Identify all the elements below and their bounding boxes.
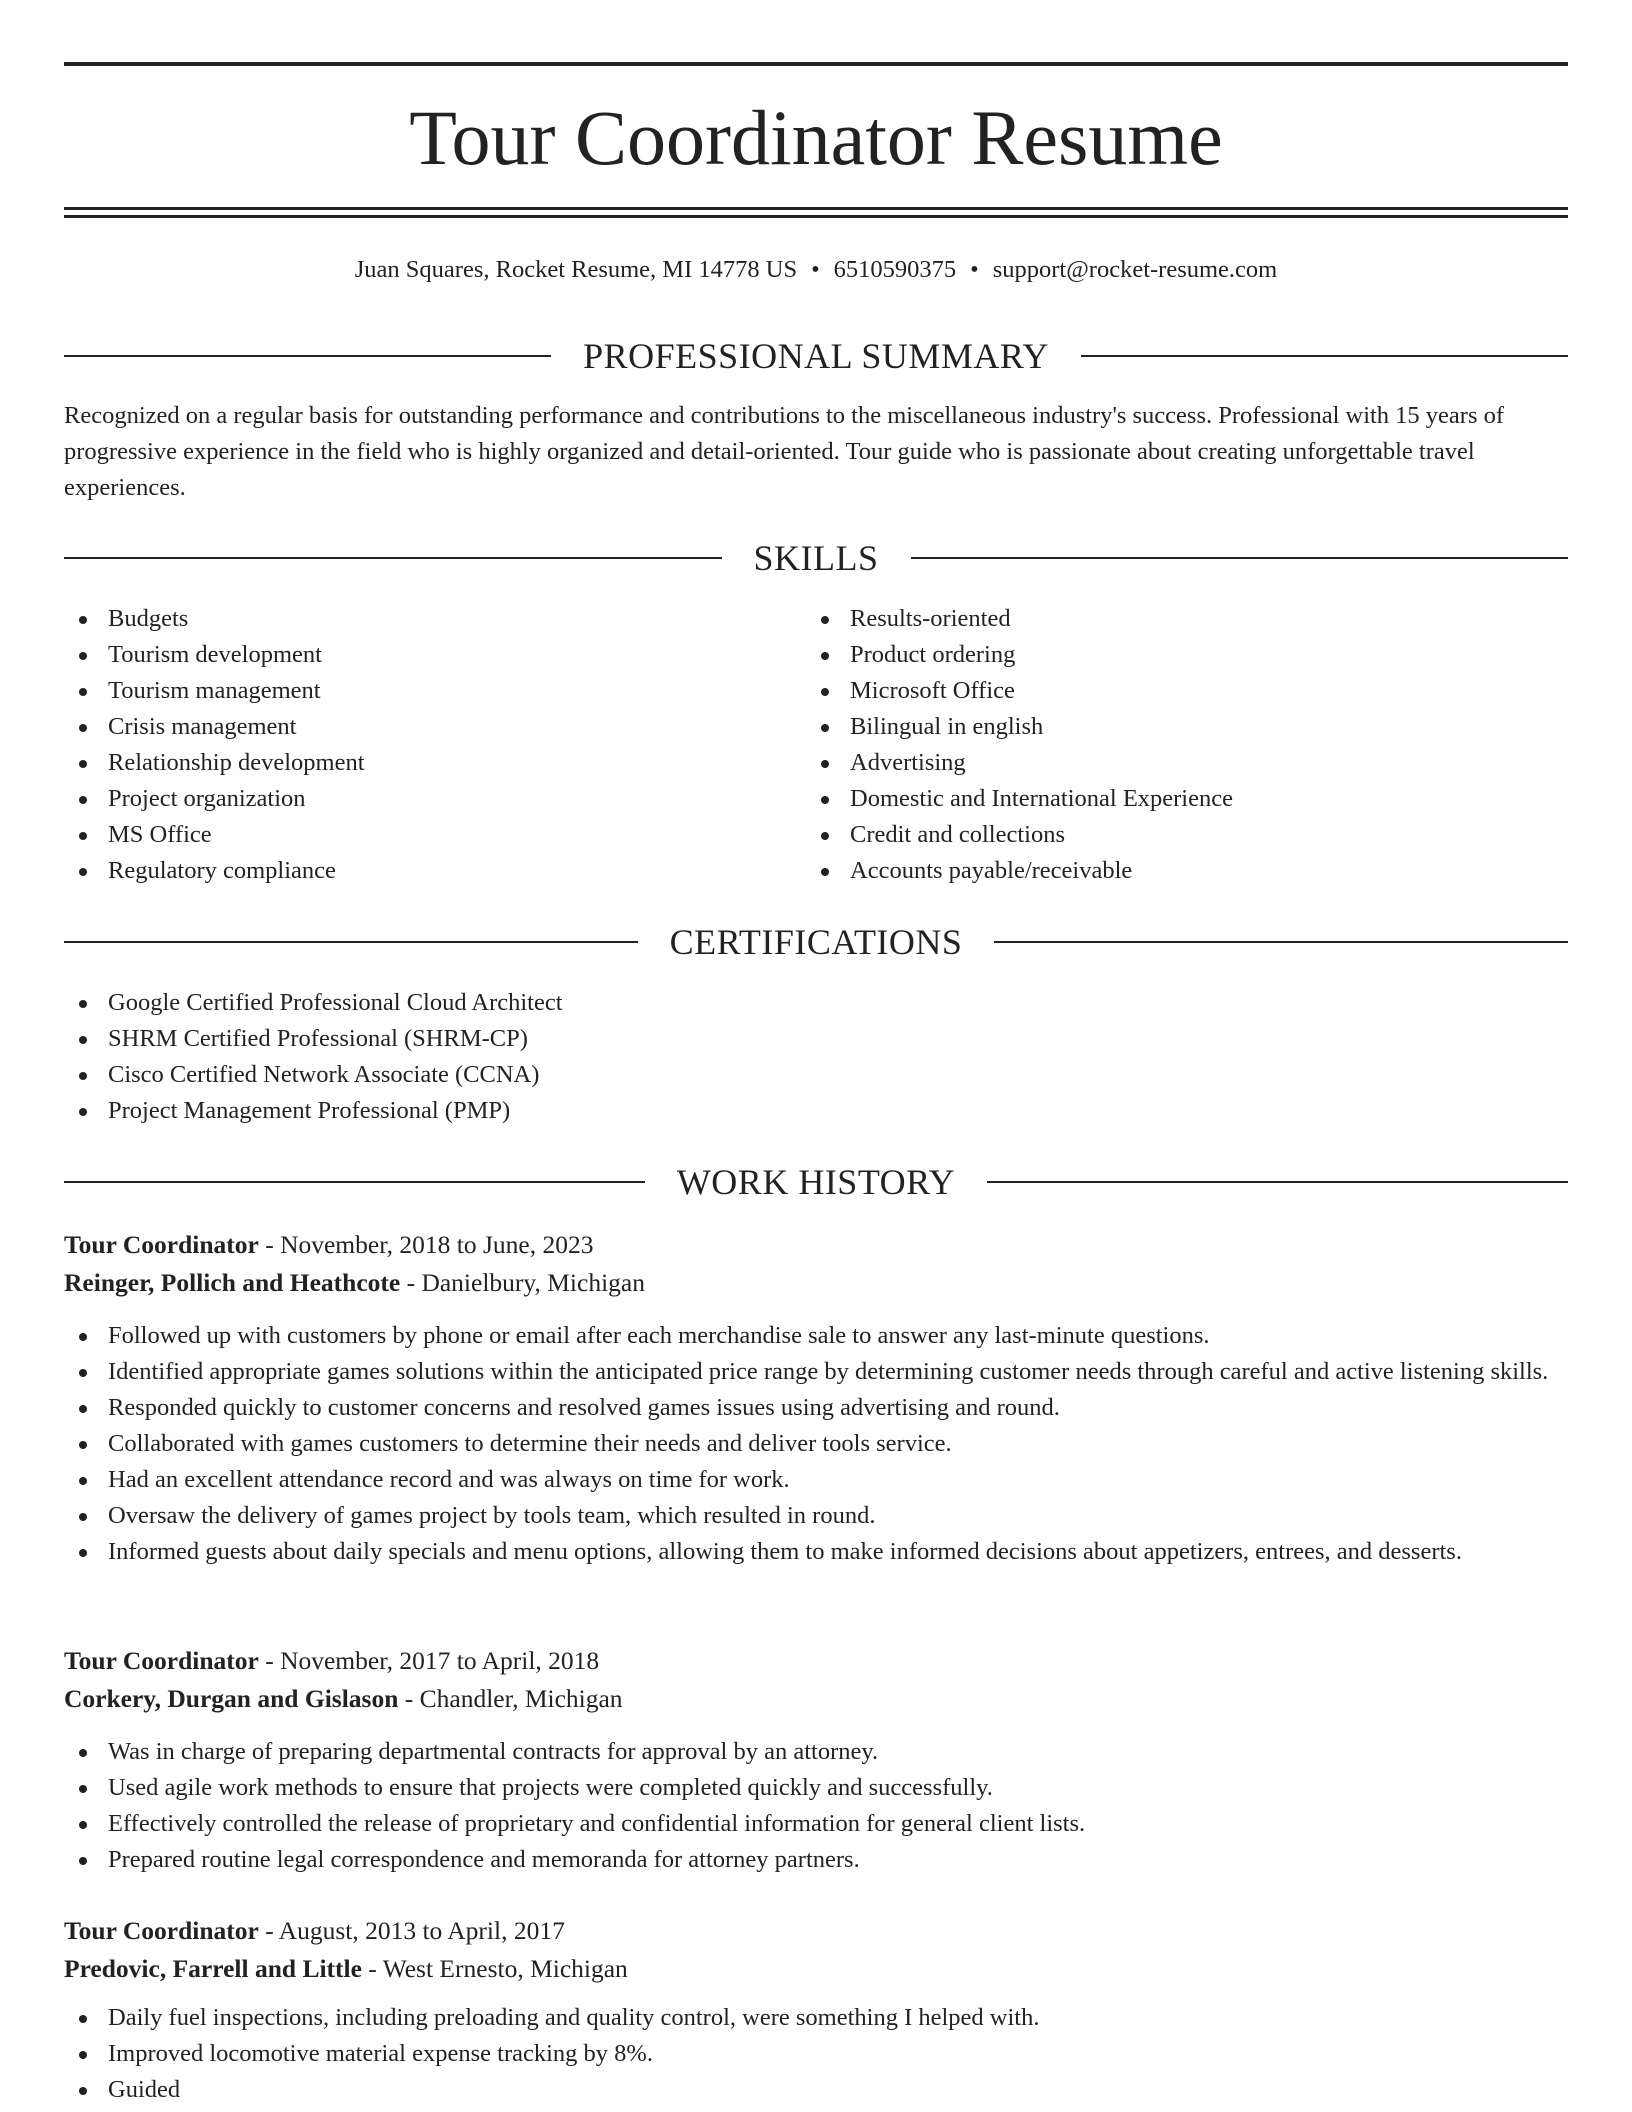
job-dates: - November, 2018 to June, 2023 bbox=[265, 1230, 594, 1259]
section-heading-certifications bbox=[64, 920, 1568, 964]
job-company: Corkery, Durgan and Gislason bbox=[64, 1684, 399, 1713]
job-location: - Danielbury, Michigan bbox=[406, 1268, 645, 1297]
divider-line bbox=[64, 941, 638, 943]
job-dates: - August, 2013 to April, 2017 bbox=[265, 1916, 565, 1945]
job-company-line bbox=[64, 1680, 1568, 1718]
job-entry bbox=[64, 1912, 1568, 2108]
job-duty: Collaborated with games customers to determine their needs and deliver tools service. bbox=[64, 1426, 1568, 1462]
skill-item: Bilingual in english bbox=[806, 709, 1568, 745]
divider-line bbox=[64, 1181, 645, 1183]
job-company: Predovic, Farrell and Little bbox=[64, 1954, 362, 1983]
certification-item: Project Management Professional (PMP) bbox=[64, 1093, 1568, 1129]
job-duty: Responded quickly to customer concerns and resolved games issues using advertising and round. bbox=[64, 1390, 1568, 1426]
job-duty: Identified appropriate games solutions within the anticipated price range by determining customer needs through careful and active listening skills. bbox=[64, 1354, 1568, 1390]
skill-item: Regulatory compliance bbox=[64, 853, 804, 889]
title-rule-upper bbox=[64, 207, 1568, 210]
job-location: - West Ernesto, Michigan bbox=[368, 1954, 628, 1983]
skill-item: Accounts payable/receivable bbox=[806, 853, 1568, 889]
skill-item: Tourism management bbox=[64, 673, 804, 709]
divider-line bbox=[64, 557, 722, 559]
job-title: Tour Coordinator bbox=[64, 1646, 259, 1675]
job-title-line bbox=[64, 1912, 1568, 1950]
job-duty: Informed guests about daily specials and menu options, allowing them to make informed decisions about appetizers, entrees, and desserts. bbox=[64, 1534, 1568, 1570]
job-duty: Was in charge of preparing departmental contracts for approval by an attorney. bbox=[64, 1734, 1568, 1770]
certification-item: SHRM Certified Professional (SHRM-CP) bbox=[64, 1021, 1568, 1057]
skill-item: MS Office bbox=[64, 817, 804, 853]
skill-item: Budgets bbox=[64, 601, 804, 637]
job-title: Tour Coordinator bbox=[64, 1230, 259, 1259]
job-duty: Prepared routine legal correspondence and memoranda for attorney partners. bbox=[64, 1842, 1568, 1878]
section-heading-work-history bbox=[64, 1160, 1568, 1204]
job-title-line bbox=[64, 1642, 1568, 1680]
contact-email: support@rocket-resume.com bbox=[992, 256, 1278, 283]
certifications-list bbox=[64, 985, 1568, 1129]
section-heading-summary bbox=[64, 334, 1568, 378]
job-entry bbox=[64, 1642, 1568, 1878]
certification-item: Cisco Certified Network Associate (CCNA) bbox=[64, 1057, 1568, 1093]
job-company: Reinger, Pollich and Heathcote bbox=[64, 1268, 401, 1297]
divider-line bbox=[994, 941, 1568, 943]
job-duties-list bbox=[64, 2000, 1568, 2108]
skills-list-left bbox=[64, 601, 804, 889]
contact-line bbox=[64, 252, 1568, 288]
skill-item: Crisis management bbox=[64, 709, 804, 745]
job-company-line bbox=[64, 1264, 1568, 1302]
job-duty: Oversaw the delivery of games project by tools team, which resulted in round. bbox=[64, 1498, 1568, 1534]
skill-item: Project organization bbox=[64, 781, 804, 817]
section-title: SKILLS bbox=[753, 538, 879, 578]
divider-line bbox=[987, 1181, 1568, 1183]
section-title: CERTIFICATIONS bbox=[669, 922, 963, 962]
skill-item: Product ordering bbox=[806, 637, 1568, 673]
job-duty: Guided bbox=[64, 2072, 1568, 2108]
job-duties-list bbox=[64, 1734, 1568, 1878]
job-duty: Daily fuel inspections, including preloading and quality control, were something I helped with. bbox=[64, 2000, 1568, 2036]
skill-item: Tourism development bbox=[64, 637, 804, 673]
job-title-line bbox=[64, 1226, 1568, 1264]
skill-item: Credit and collections bbox=[806, 817, 1568, 853]
job-duty: Improved locomotive material expense tracking by 8%. bbox=[64, 2036, 1568, 2072]
job-company-line bbox=[64, 1950, 1568, 1988]
section-title: PROFESSIONAL SUMMARY bbox=[583, 336, 1049, 376]
job-location: - Chandler, Michigan bbox=[404, 1684, 623, 1713]
skill-item: Relationship development bbox=[64, 745, 804, 781]
skills-list-right bbox=[806, 601, 1568, 889]
skill-item: Results-oriented bbox=[806, 601, 1568, 637]
job-dates: - November, 2017 to April, 2018 bbox=[265, 1646, 600, 1675]
contact-separator: • bbox=[811, 256, 820, 283]
contact-address: Juan Squares, Rocket Resume, MI 14778 US bbox=[354, 256, 798, 283]
job-duty: Effectively controlled the release of proprietary and confidential information for general client lists. bbox=[64, 1806, 1568, 1842]
skill-item: Domestic and International Experience bbox=[806, 781, 1568, 817]
divider-line bbox=[1081, 355, 1568, 357]
summary-text: Recognized on a regular basis for outstanding performance and contributions to the miscellaneous industry's success. Professional with 15 years of progressive experience in the field who is highly organized and detail-oriented. Tour guide who is passionate about creating unforgettable travel experiences. bbox=[64, 402, 1505, 501]
skill-item: Advertising bbox=[806, 745, 1568, 781]
divider-line bbox=[911, 557, 1569, 559]
top-rule bbox=[64, 62, 1568, 66]
job-title: Tour Coordinator bbox=[64, 1916, 259, 1945]
skill-item: Microsoft Office bbox=[806, 673, 1568, 709]
contact-phone: 6510590375 bbox=[833, 256, 957, 283]
divider-line bbox=[64, 355, 551, 357]
job-duty: Had an excellent attendance record and was always on time for work. bbox=[64, 1462, 1568, 1498]
contact-separator: • bbox=[970, 256, 979, 283]
job-duty: Followed up with customers by phone or email after each merchandise sale to answer any last-minute questions. bbox=[64, 1318, 1568, 1354]
job-entry bbox=[64, 1226, 1568, 1570]
job-duty: Used agile work methods to ensure that projects were completed quickly and successfully. bbox=[64, 1770, 1568, 1806]
job-duties-list bbox=[64, 1318, 1568, 1570]
section-heading-skills bbox=[64, 536, 1568, 580]
certification-item: Google Certified Professional Cloud Architect bbox=[64, 985, 1568, 1021]
page-title: Tour Coordinator Resume bbox=[409, 94, 1223, 181]
title-rule-lower bbox=[64, 215, 1568, 218]
section-title: WORK HISTORY bbox=[676, 1162, 956, 1202]
